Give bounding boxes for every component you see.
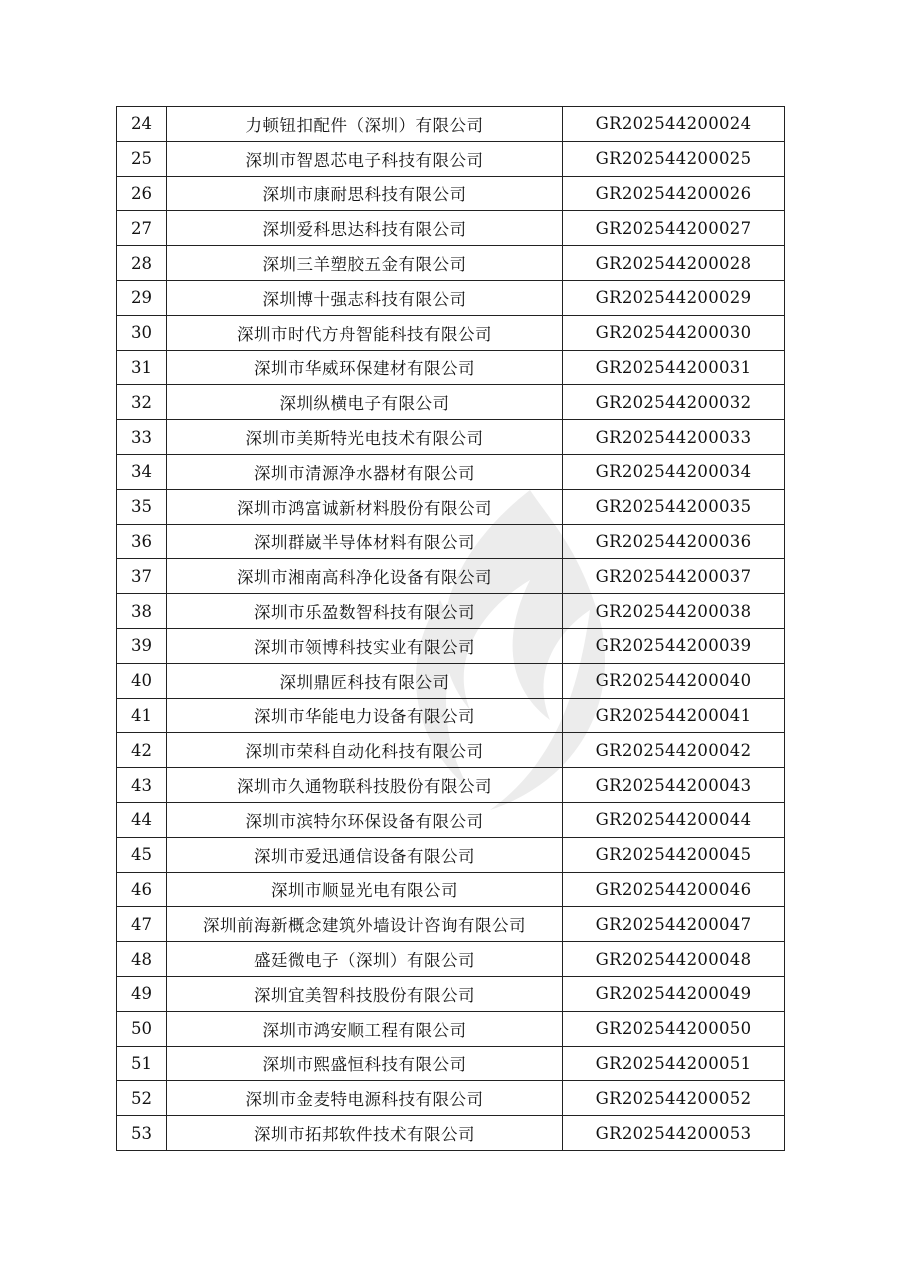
- certificate-code: GR202544200034: [563, 454, 785, 489]
- company-name: 深圳群崴半导体材料有限公司: [167, 524, 563, 559]
- certificate-code: GR202544200048: [563, 942, 785, 977]
- certificate-code: GR202544200026: [563, 176, 785, 211]
- company-name: 深圳宜美智科技股份有限公司: [167, 976, 563, 1011]
- company-name: 深圳市荣科自动化科技有限公司: [167, 733, 563, 768]
- company-name: 深圳市乐盈数智科技有限公司: [167, 594, 563, 629]
- row-number: 41: [117, 698, 167, 733]
- table-row: [117, 420, 785, 455]
- row-number: 37: [117, 559, 167, 594]
- row-number: 50: [117, 1011, 167, 1046]
- company-name: 深圳市滨特尔环保设备有限公司: [167, 802, 563, 837]
- table-row: [117, 280, 785, 315]
- row-number: 43: [117, 768, 167, 803]
- enterprise-list-table: [116, 106, 785, 1151]
- table-row: [117, 942, 785, 977]
- certificate-code: GR202544200027: [563, 211, 785, 246]
- company-name: 深圳市智恩芯电子科技有限公司: [167, 141, 563, 176]
- certificate-code: GR202544200038: [563, 594, 785, 629]
- company-name: 深圳鼎匠科技有限公司: [167, 663, 563, 698]
- row-number: 44: [117, 802, 167, 837]
- certificate-code: GR202544200049: [563, 976, 785, 1011]
- company-name: 深圳市清源净水器材有限公司: [167, 454, 563, 489]
- row-number: 52: [117, 1081, 167, 1116]
- company-name: 深圳市拓邦软件技术有限公司: [167, 1116, 563, 1151]
- company-name: 力顿钮扣配件（深圳）有限公司: [167, 107, 563, 142]
- company-name: 深圳市鸿安顺工程有限公司: [167, 1011, 563, 1046]
- row-number: 53: [117, 1116, 167, 1151]
- company-name: 深圳市顺显光电有限公司: [167, 872, 563, 907]
- company-name: 深圳三羊塑胶五金有限公司: [167, 246, 563, 281]
- company-name: 深圳市熙盛恒科技有限公司: [167, 1046, 563, 1081]
- certificate-code: GR202544200053: [563, 1116, 785, 1151]
- row-number: 45: [117, 837, 167, 872]
- table-row: [117, 524, 785, 559]
- table-row: [117, 1046, 785, 1081]
- certificate-code: GR202544200045: [563, 837, 785, 872]
- table-row: [117, 802, 785, 837]
- row-number: 33: [117, 420, 167, 455]
- company-name: 盛廷微电子（深圳）有限公司: [167, 942, 563, 977]
- row-number: 51: [117, 1046, 167, 1081]
- table-row: [117, 907, 785, 942]
- table-row: [117, 837, 785, 872]
- table-row: [117, 211, 785, 246]
- certificate-code: GR202544200025: [563, 141, 785, 176]
- table-row: [117, 315, 785, 350]
- table-row: [117, 663, 785, 698]
- row-number: 49: [117, 976, 167, 1011]
- company-name: 深圳市华能电力设备有限公司: [167, 698, 563, 733]
- company-name: 深圳爱科思达科技有限公司: [167, 211, 563, 246]
- row-number: 39: [117, 628, 167, 663]
- certificate-code: GR202544200035: [563, 489, 785, 524]
- table-body: [117, 107, 785, 1151]
- company-name: 深圳市久通物联科技股份有限公司: [167, 768, 563, 803]
- row-number: 42: [117, 733, 167, 768]
- company-name: 深圳市鸿富诚新材料股份有限公司: [167, 489, 563, 524]
- certificate-code: GR202544200051: [563, 1046, 785, 1081]
- table-row: [117, 733, 785, 768]
- certificate-code: GR202544200046: [563, 872, 785, 907]
- table-row: [117, 872, 785, 907]
- certificate-code: GR202544200050: [563, 1011, 785, 1046]
- table-row: [117, 1081, 785, 1116]
- row-number: 35: [117, 489, 167, 524]
- company-name: 深圳市湘南高科净化设备有限公司: [167, 559, 563, 594]
- certificate-code: GR202544200037: [563, 559, 785, 594]
- table-row: [117, 768, 785, 803]
- certificate-code: GR202544200039: [563, 628, 785, 663]
- table-row: [117, 454, 785, 489]
- row-number: 27: [117, 211, 167, 246]
- table-row: [117, 246, 785, 281]
- certificate-code: GR202544200047: [563, 907, 785, 942]
- company-name: 深圳市华威环保建材有限公司: [167, 350, 563, 385]
- company-name: 深圳市康耐思科技有限公司: [167, 176, 563, 211]
- table-row: [117, 594, 785, 629]
- row-number: 46: [117, 872, 167, 907]
- table-row: [117, 1116, 785, 1151]
- certificate-code: GR202544200032: [563, 385, 785, 420]
- row-number: 32: [117, 385, 167, 420]
- certificate-code: GR202544200040: [563, 663, 785, 698]
- company-name: 深圳市领博科技实业有限公司: [167, 628, 563, 663]
- table-row: [117, 350, 785, 385]
- company-name: 深圳市时代方舟智能科技有限公司: [167, 315, 563, 350]
- row-number: 29: [117, 280, 167, 315]
- company-name: 深圳市爱迅通信设备有限公司: [167, 837, 563, 872]
- row-number: 38: [117, 594, 167, 629]
- company-name: 深圳前海新概念建筑外墙设计咨询有限公司: [167, 907, 563, 942]
- certificate-code: GR202544200042: [563, 733, 785, 768]
- certificate-code: GR202544200028: [563, 246, 785, 281]
- table-row: [117, 1011, 785, 1046]
- certificate-code: GR202544200031: [563, 350, 785, 385]
- certificate-code: GR202544200030: [563, 315, 785, 350]
- row-number: 47: [117, 907, 167, 942]
- row-number: 24: [117, 107, 167, 142]
- row-number: 26: [117, 176, 167, 211]
- table-row: [117, 489, 785, 524]
- certificate-code: GR202544200041: [563, 698, 785, 733]
- company-name: 深圳市美斯特光电技术有限公司: [167, 420, 563, 455]
- row-number: 30: [117, 315, 167, 350]
- certificate-code: GR202544200029: [563, 280, 785, 315]
- table-row: [117, 628, 785, 663]
- certificate-code: GR202544200024: [563, 107, 785, 142]
- row-number: 40: [117, 663, 167, 698]
- row-number: 31: [117, 350, 167, 385]
- row-number: 28: [117, 246, 167, 281]
- table-row: [117, 559, 785, 594]
- table-row: [117, 107, 785, 142]
- company-name: 深圳市金麦特电源科技有限公司: [167, 1081, 563, 1116]
- company-name: 深圳博十强志科技有限公司: [167, 280, 563, 315]
- row-number: 36: [117, 524, 167, 559]
- table-row: [117, 976, 785, 1011]
- company-name: 深圳纵横电子有限公司: [167, 385, 563, 420]
- certificate-code: GR202544200044: [563, 802, 785, 837]
- row-number: 34: [117, 454, 167, 489]
- certificate-code: GR202544200052: [563, 1081, 785, 1116]
- certificate-code: GR202544200036: [563, 524, 785, 559]
- table-row: [117, 385, 785, 420]
- row-number: 25: [117, 141, 167, 176]
- certificate-code: GR202544200033: [563, 420, 785, 455]
- table-row: [117, 141, 785, 176]
- row-number: 48: [117, 942, 167, 977]
- table-row: [117, 176, 785, 211]
- certificate-code: GR202544200043: [563, 768, 785, 803]
- table-row: [117, 698, 785, 733]
